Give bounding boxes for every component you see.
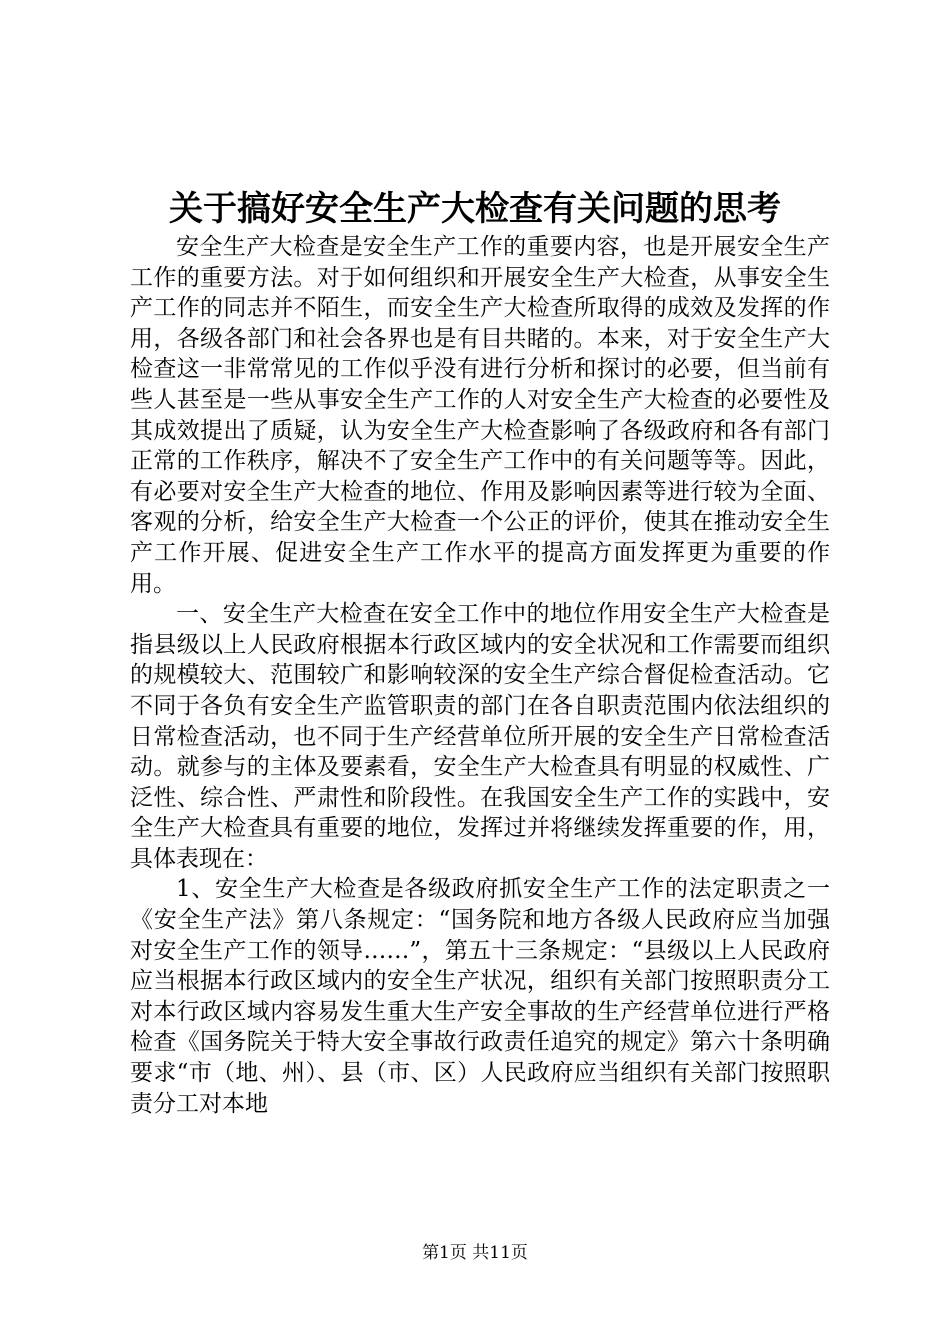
document-title: 关于搞好安全生产大检查有关问题的思考 <box>169 189 781 229</box>
paragraph-section-one: 一、安全生产大检查在安全工作中的地位作用安全生产大检查是指县级以上人民政府根据本行政区域内的安全状况和工作需要而组织的规模较大、范围较广和影响较深的安全生产综合督促检查活动。它不同于各负有安全生产监管职责的部门在各自职责范围内依法组织的日常检查活动，也不同于生产经营单位所开展的安全生产日常检查活动。就参与的主体及要素看，安全生产大检查具有明显的权威性、广泛性、综合性、严肃性和阶段性。在我国安全生产工作的实践中，安全生产大检查具有重要的地位，发挥过并将继续发挥重要的作，用，具体表现在： <box>130 601 830 872</box>
document-body <box>130 232 830 1119</box>
paragraph-item-one: 1、安全生产大检查是各级政府抓安全生产工作的法定职责之一《安全生产法》第八条规定：“国务院和地方各级人民政府应当加强对安全生产工作的领导……”，第五十三条规定：“县级以上人民政府应当根据本行政区域内的安全生产状况，组织有关部门按照职责分工对本行政区域内容易发生重大生产安全事故的生产经营单位进行严格检查《国务院关于特大安全事故行政责任追究的规定》第六十条明确要求“市（地、州）、县（市、区）人民政府应当组织有关部门按照职责分工对本地 <box>130 876 830 1117</box>
paragraph-intro: 安全生产大检查是安全生产工作的重要内容，也是开展安全生产工作的重要方法。对于如何组织和开展安全生产大检查，从事安全生产工作的同志并不陌生，而安全生产大检查所取得的成效及发挥的作用，各级各部门和社会各界也是有目共睹的。本来，对于安全生产大检查这一非常常见的工作似乎没有进行分析和探讨的必要，但当前有些人甚至是一些从事安全生产工作的人对安全生产大检查的必要性及其成效提出了质疑，认为安全生产大检查影响了各级政府和各有部门正常的工作秩序，解决不了安全生产工作中的有关问题等等。因此，有必要对安全生产大检查的地位、作用及影响因素等进行较为全面、客观的分析，给安全生产大检查一个公正的评价，使其在推动安全生产工作开展、促进安全生产工作水平的提高方面发挥更为重要的作用。 <box>130 234 830 597</box>
page-number-footer: 第1页 共11页 <box>422 1243 528 1263</box>
